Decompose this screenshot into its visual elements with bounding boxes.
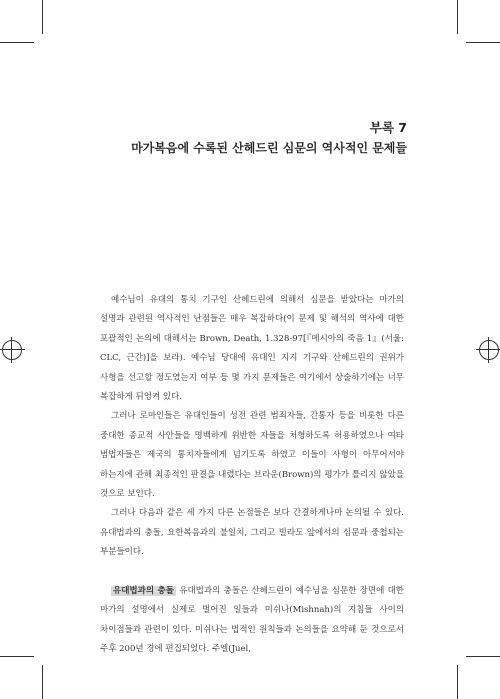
section-text: 유대법과의 충돌은 산헤드린이 예수님을 심문한 장면에 대한 마가의 설명에서 실제로 벌어진 일들과 미쉬나(Mishnah)의 지침들 사이의 차이점들과 관련이 있다. 미쉬나는 법적인 원칙들과 논의들을 요약해 둔 것으로서 주후 200년 경에 편집되었다. 주엘(Juel, <box>100 585 404 654</box>
section-heading: 유대법과의 충돌 <box>113 585 174 596</box>
body-text <box>100 291 404 659</box>
appendix-label: 부록 7 <box>369 120 407 135</box>
paragraph-2: 그러나 로마인들은 유대인들이 성전 관련 범죄자들, 간통자 등을 비롯한 다른 중대한 종교적 사안들을 명백하게 위반한 자들을 처형하도록 허용하였으나 여타 범법자들은 제국의 통치자들에게 넘기도록 하였고 이들이 사형이 아무어서야 하는지에 관해 최종적인 판결을 내렸다는 브라운(Brown)의 평가가 틀리지 않았을 것으로 보인다. <box>100 411 404 500</box>
paragraph-1: 예수님이 유대의 통치 기구인 산헤드린에 의해서 심문을 받았다는 마가의 설명과 관련된 역사적인 난점들은 매우 복잡하다(이 문제 및 해석의 역사에 대한 포괄적인 논의에 대해서는 Brown, Death, 1.328-97[『메시아의 죽음 1』(서울: CLC, 근간)]을 보라). 예수님 당대에 유대인 지지 기구와 산헤드린의 권위가 사형을 선고할 정도였는지 여부 등 몇 가지 문제들은 여기에서 상술하기에는 너무 복잡하게 뒤엉켜 있다. <box>100 295 404 403</box>
appendix-header <box>131 118 407 156</box>
section-paragraph <box>100 582 404 660</box>
appendix-title: 마가복음에 수록된 산헤드린 심문의 역사적인 문제들 <box>131 141 407 155</box>
paragraph-3: 그러나 다음과 같은 세 가지 다른 논점들은 보다 간결하게나마 논의될 수 있다. 유대법과의 충돌, 요한복음과의 불일치, 그리고 빌라도 앞에서의 심문과 중첩되는 부분들이다. <box>100 508 404 558</box>
